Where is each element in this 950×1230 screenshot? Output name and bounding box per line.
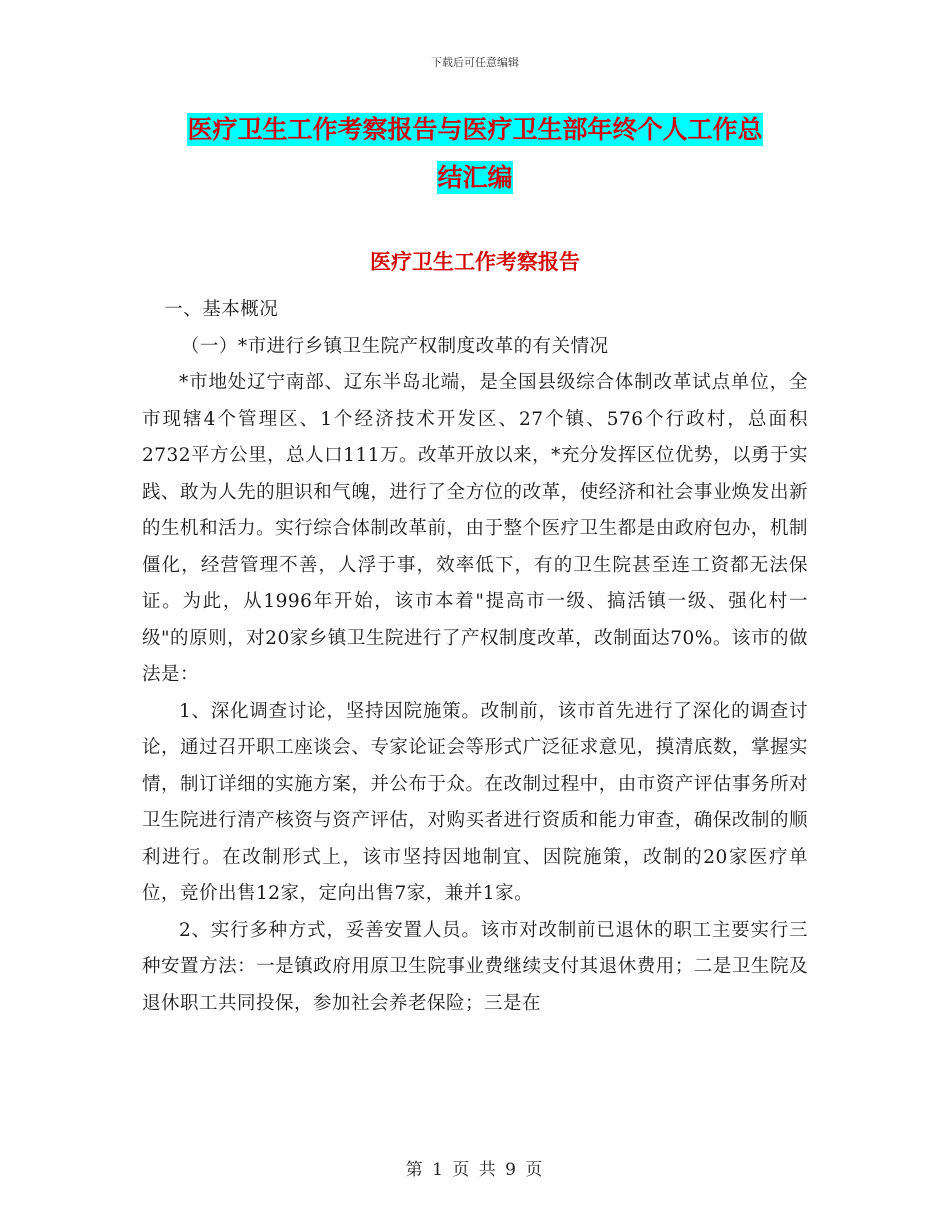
title-line-1: 医疗卫生工作考察报告与医疗卫生部年终个人工作总 <box>187 115 763 144</box>
subsection-heading: （一）*市进行乡镇卫生院产权制度改革的有关情况 <box>180 335 609 357</box>
paragraph-3: 2、实行多种方式，妥善安置人员。该市对改制前已退休的职工主要实行三种安置方法：一是镇政府用原卫生院事业费继续支付其退休费用；二是卫生院及退休职工共同投保，参加社会养老保险；三是在 <box>142 919 808 1014</box>
paragraph-1: *市地处辽宁南部、辽东半岛北端，是全国县级综合体制改革试点单位，全市现辖4个管理区、1个经济技术开发区、27个镇、576个行政村，总面积2732平方公里，总人口111万。改革开放以来，*充分发挥区位优势，以勇于实践、敢为人先的胆识和气魄，进行了全方位的改革，使经济和社会事业焕发出新的生机和活力。实行综合体制改革前，由于整个医疗卫生都是由政府包办，机制僵化，经营管理不善，人浮于事，效率低下，有的卫生院甚至连工资都无法保证。为此，从1996年开始，该市本着"提高市一级、搞活镇一级、强化村一级"的原则，对20家乡镇卫生院进行了产权制度改革，改制面达70%。该市的做法是： <box>142 372 808 685</box>
header-note: 下载后可任意编辑 <box>431 56 519 69</box>
document-body <box>142 292 808 1022</box>
section-heading: 一、基本概况 <box>164 299 279 320</box>
paragraph-2: 1、深化调查讨论，坚持因院施策。改制前，该市首先进行了深化的调查讨论，通过召开职工座谈会、专家论证会等形式广泛征求意见，摸清底数，掌握实情，制订详细的实施方案，并公布于众。在改制过程中，由市资产评估事务所对卫生院进行清产核资与资产评估，对购买者进行资质和能力审查，确保改制的顺利进行。在改制形式上，该市坚持因地制宜、因院施策，改制的20家医疗单位，竞价出售12家，定向出售7家，兼并1家。 <box>142 700 808 904</box>
page-footer: 第 1 页 共 9 页 <box>405 1160 545 1180</box>
title-line-2: 结汇编 <box>437 163 513 192</box>
section-title: 医疗卫生工作考察报告 <box>370 250 580 274</box>
document-title <box>150 106 800 202</box>
